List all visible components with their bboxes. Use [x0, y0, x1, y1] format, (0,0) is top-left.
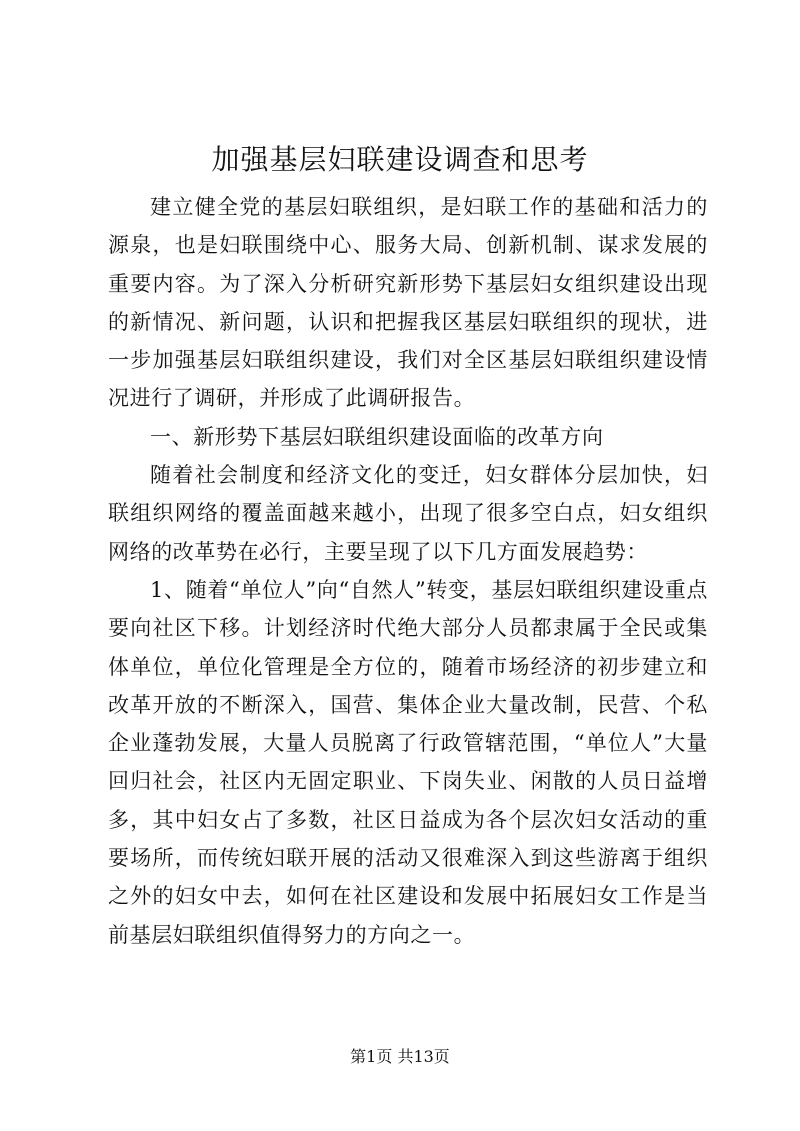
document-title: 加强基层妇联建设调查和思考 — [211, 143, 589, 176]
paragraph-point-1: 1、随着“单位人”向“自然人”转变，基层妇联组织建设重点要向社区下移。计划经济时代绝大部分人员都隶属于全民或集体单位，单位化管理是全方位的，随着市场经济的初步建立和改革开放的不断深入，国营、集体企业大量改制，民营、个私企业蓬勃发展，大量人员脱离了行政管辖范围，“单位人”大量回归社会，社区内无固定职业、下岗失业、闲散的人员日益增多，其中妇女占了多数，社区日益成为各个层次妇女活动的重要场所，而传统妇联开展的活动又很难深入到这些游离于组织之外的妇女中去，如何在社区建设和发展中拓展妇女工作是当前基层妇联组织值得努力的方向之一。 — [108, 577, 708, 947]
paragraph-trends: 随着社会制度和经济文化的变迁，妇女群体分层加快，妇联组织网络的覆盖面越来越小，出现了很多空白点，妇女组织网络的改革势在必行，主要呈现了以下几方面发展趋势： — [108, 463, 708, 564]
section-heading-1: 一、新形势下基层妇联组织建设面临的改革方向 — [150, 424, 604, 449]
paragraph-intro: 建立健全党的基层妇联组织，是妇联工作的基础和活力的源泉，也是妇联围绕中心、服务大局、创新机制、谋求发展的重要内容。为了深入分析研究新形势下基层妇女组织建设出现的新情况、新问题，认识和把握我区基层妇联组织的现状，进一步加强基层妇联组织建设，我们对全区基层妇联组织建设情况进行了调研，并形成了此调研报告。 — [108, 195, 708, 411]
page-number-footer: 第1页 共13页 — [350, 1047, 450, 1066]
document-body — [108, 188, 708, 954]
